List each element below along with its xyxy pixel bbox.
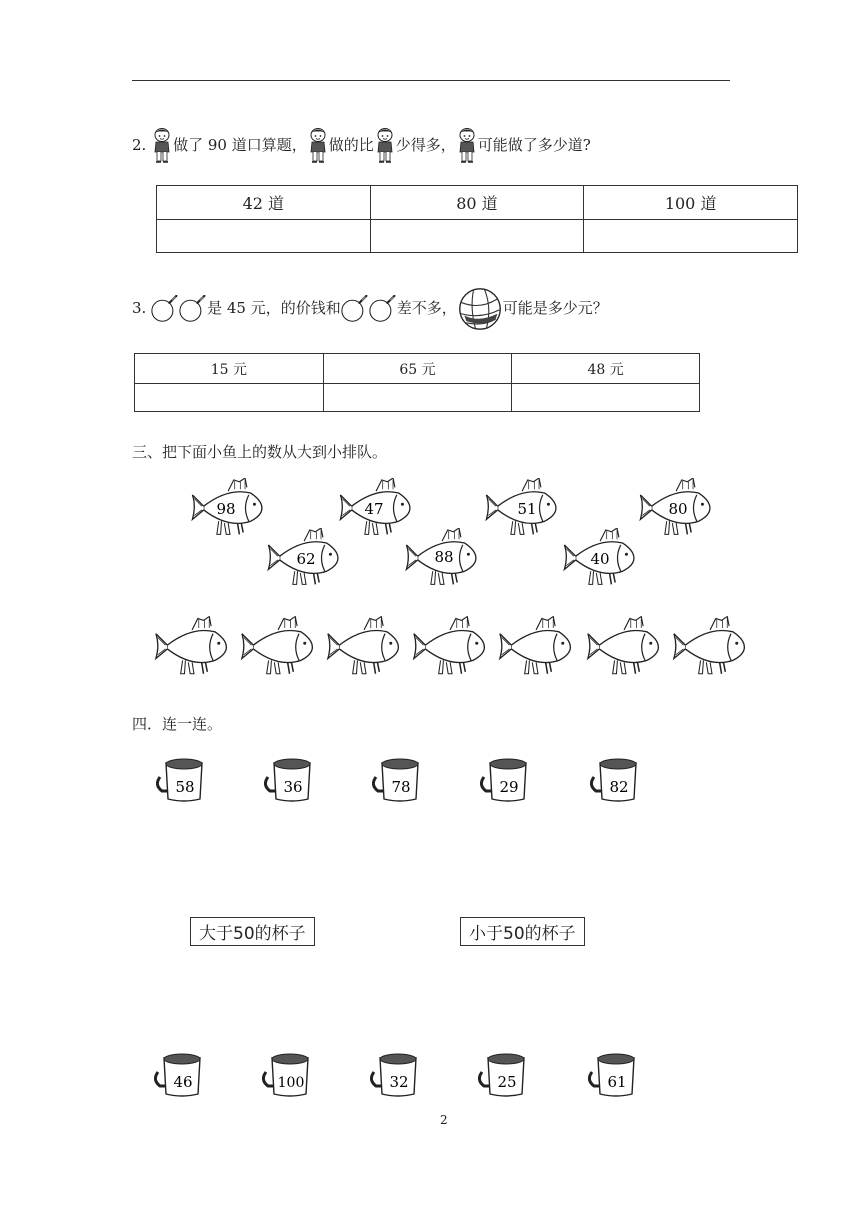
ping-pong-paddle-icon xyxy=(179,295,207,323)
page-number: 2 xyxy=(440,1113,448,1127)
ping-pong-paddle-icon xyxy=(151,295,179,323)
fish-number: 62 xyxy=(296,550,316,568)
option-cell: 42 道 xyxy=(157,186,371,220)
cup-82[interactable] xyxy=(591,759,636,801)
section-3-heading: 三、把下面小鱼上的数从大到小排队。 xyxy=(132,443,388,461)
fish-area xyxy=(0,470,860,700)
top-rule xyxy=(132,80,730,81)
answer-cell[interactable] xyxy=(323,384,512,412)
cup-61[interactable] xyxy=(589,1054,634,1096)
blank-fish[interactable] xyxy=(156,617,226,674)
cup-number: 32 xyxy=(389,1073,409,1091)
cup-number: 29 xyxy=(499,778,519,796)
cup-number: 58 xyxy=(175,778,195,796)
blank-fish[interactable] xyxy=(500,617,570,674)
section-4-heading: 四．连一连。 xyxy=(132,715,223,733)
blank-fish[interactable] xyxy=(414,617,484,674)
question-2-text-3: 少得多， xyxy=(395,136,456,154)
cup-58[interactable] xyxy=(157,759,202,801)
question-3-text-1: 是 45 元，的价钱和 xyxy=(207,299,341,317)
cup-number: 46 xyxy=(173,1073,193,1091)
ping-pong-paddle-icon xyxy=(341,295,369,323)
question-3-text-3: 可能是多少元？ xyxy=(502,299,608,317)
blank-fish[interactable] xyxy=(674,617,744,674)
greater-than-50-label[interactable]: 大于50的杯子 xyxy=(190,917,315,946)
question-2-text-1: 做了 90 道口算题， xyxy=(173,136,307,154)
question-2-text-2: 做的比 xyxy=(328,136,374,154)
cup-29[interactable] xyxy=(481,759,526,801)
fish-98 xyxy=(192,478,262,534)
option-cell: 100 道 xyxy=(584,186,798,220)
cup-number: 61 xyxy=(607,1073,627,1091)
fish-number: 88 xyxy=(434,548,454,566)
answer-cell[interactable] xyxy=(135,384,324,412)
cup-number: 82 xyxy=(609,778,629,796)
fish-number: 51 xyxy=(517,500,537,518)
cup-36[interactable] xyxy=(265,759,310,801)
cup-number: 25 xyxy=(497,1073,517,1091)
question-3-answer-table xyxy=(134,353,700,412)
fish-80 xyxy=(640,478,710,534)
fish-88 xyxy=(406,528,476,584)
less-than-50-label[interactable]: 小于50的杯子 xyxy=(460,917,585,946)
top-cups-row xyxy=(0,755,860,815)
question-2 xyxy=(132,128,591,164)
question-3 xyxy=(132,286,608,332)
fish-number: 40 xyxy=(590,550,610,568)
question-3-number: 3. xyxy=(132,299,147,317)
answer-cell[interactable] xyxy=(370,220,584,253)
blank-fish[interactable] xyxy=(588,617,658,674)
blank-fish[interactable] xyxy=(242,617,312,674)
option-cell: 65 元 xyxy=(323,354,512,384)
question-2-text-4: 可能做了多少道? xyxy=(477,136,591,154)
option-cell: 15 元 xyxy=(135,354,324,384)
fish-number: 47 xyxy=(364,500,384,518)
cup-32[interactable] xyxy=(371,1054,416,1096)
fish-62 xyxy=(268,528,338,584)
fish-number: 80 xyxy=(668,500,688,518)
boy-figure-icon xyxy=(307,128,329,164)
answer-cell[interactable] xyxy=(584,220,798,253)
option-cell: 80 道 xyxy=(370,186,584,220)
boy-figure-icon xyxy=(151,128,173,164)
fish-number: 98 xyxy=(216,500,236,518)
cup-25[interactable] xyxy=(479,1054,524,1096)
volleyball-icon xyxy=(457,286,503,332)
ping-pong-paddle-icon xyxy=(369,295,397,323)
answer-cell[interactable] xyxy=(157,220,371,253)
blank-fish[interactable] xyxy=(328,617,398,674)
question-2-number: 2. xyxy=(132,136,147,154)
cup-78[interactable] xyxy=(373,759,418,801)
fish-51 xyxy=(486,478,556,534)
bottom-cups-row xyxy=(0,1050,860,1110)
option-cell: 48 元 xyxy=(512,354,700,384)
answer-cell[interactable] xyxy=(512,384,700,412)
cup-46[interactable] xyxy=(155,1054,200,1096)
boy-figure-icon xyxy=(456,128,478,164)
fish-40 xyxy=(564,528,634,584)
cup-number: 100 xyxy=(277,1075,305,1091)
question-3-text-2: 差不多， xyxy=(396,299,457,317)
boy-figure-icon xyxy=(374,128,396,164)
question-2-answer-table xyxy=(156,185,798,253)
fish-47 xyxy=(340,478,410,534)
cup-100[interactable] xyxy=(263,1054,308,1096)
cup-number: 36 xyxy=(283,778,303,796)
cup-number: 78 xyxy=(391,778,411,796)
